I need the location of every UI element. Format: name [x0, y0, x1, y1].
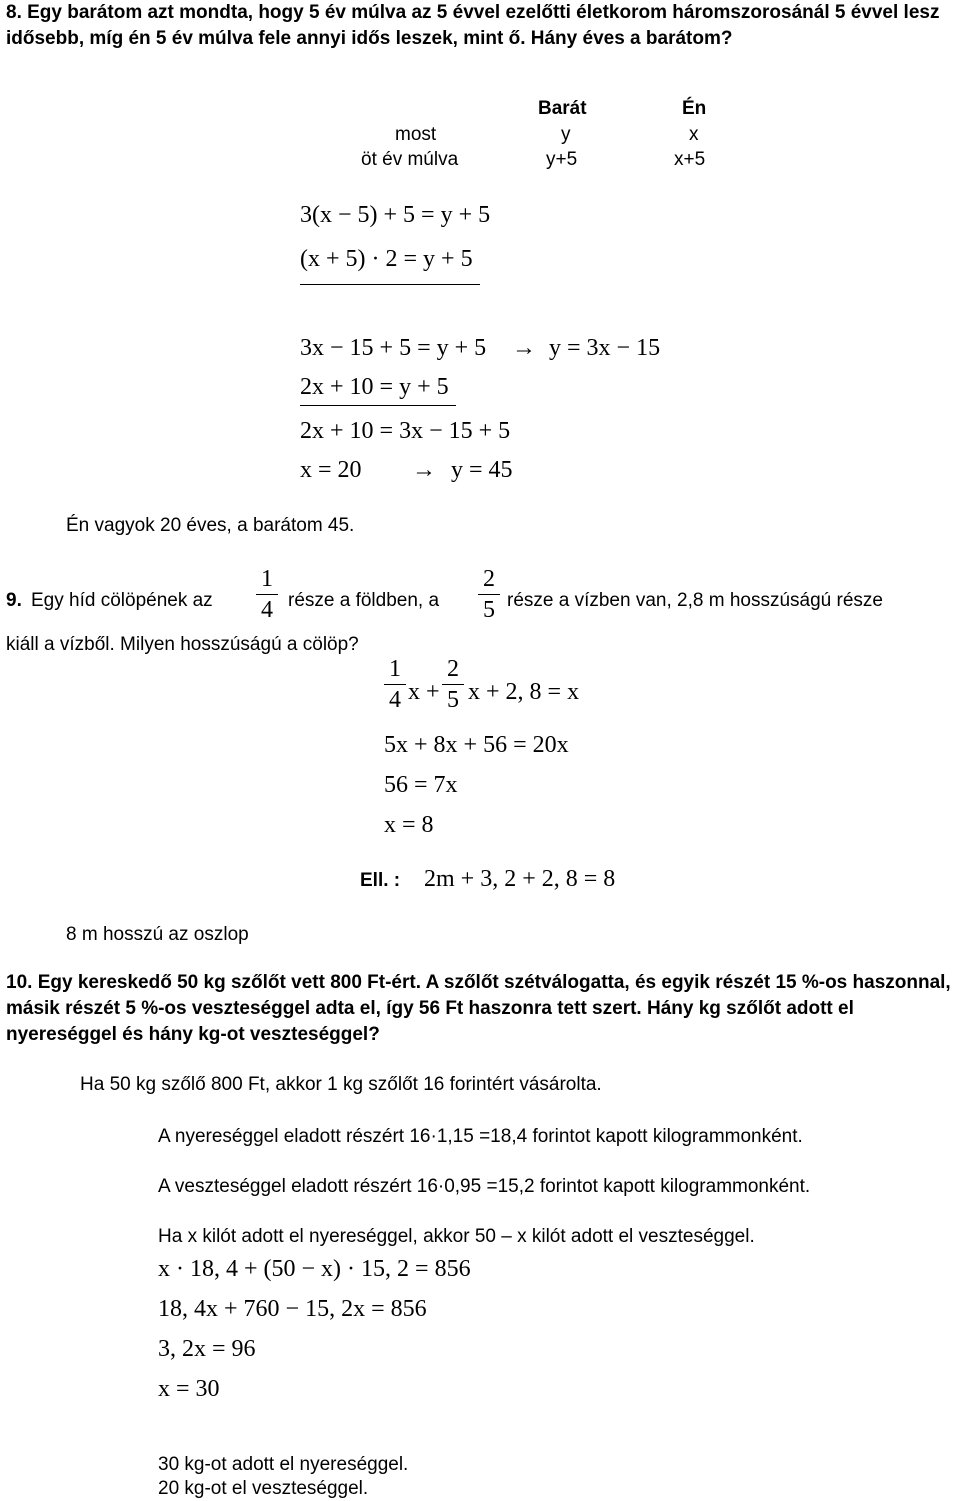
p10-step-4: Ha x kilót adott el nyereséggel, akkor 50 – x kilót adott el veszteséggel. — [158, 1226, 755, 1247]
p9-text-2: része a földben, a — [288, 590, 440, 611]
p8-answer: Én vagyok 20 éves, a barátom 45. — [66, 515, 355, 536]
p10-equation-3: 3, 2x = 96 — [158, 1336, 256, 1362]
p10-step-3: A veszteséggel eladott részért 16·0,95 =15,2 forintot kapott kilogrammonként. — [158, 1176, 811, 1197]
table-row-most: most — [395, 124, 437, 145]
p9-check-equation: 2m + 3, 2 + 2, 8 = 8 — [424, 866, 616, 892]
p9-eq1-fraction-1: 1 4 — [384, 656, 406, 713]
p8-equation-2: (x + 5) · 2 = y + 5 — [300, 246, 473, 272]
table-cell-5ev-barat: y+5 — [546, 149, 578, 170]
p9-text-line-2: kiáll a vízből. Milyen hosszúságú a cölöp? — [6, 634, 359, 655]
p8-equation-3b: y = 3x − 15 — [549, 335, 661, 361]
p9-text-1: Egy híd cölöpének az — [31, 590, 213, 611]
p8-divider-2 — [300, 405, 456, 406]
p9-fraction-2-5: 2 5 — [478, 566, 500, 623]
problem-8-text: 8. Egy barátom azt mondta, hogy 5 év múlva az 5 évvel ezelőtti életkorom háromszorosánál 5 évvel lesz idősebb, míg én 5 év múlva fele annyi idős leszek, mint ő. Hány éves a barátom? — [6, 2, 940, 49]
table-cell-most-en: x — [689, 124, 699, 145]
p9-answer: 8 m hosszú az oszlop — [66, 924, 249, 945]
p8-equation-4: 2x + 10 = y + 5 — [300, 374, 449, 400]
problem-10-text: 10. Egy kereskedő 50 kg szőlőt vett 800 Ft-ért. A szőlőt szétválogatta, és egyik részét 15 %-os haszonnal, másik részét 5 %-os veszteséggel adta el, így 56 Ft haszonra tett szert. Hány kg szőlőt adott el nyereséggel és hány kg-ot veszteséggel? — [6, 972, 951, 1045]
table-header-barat: Barát — [538, 98, 587, 119]
table-cell-most-barat: y — [561, 124, 571, 145]
p10-equation-1: x · 18, 4 + (50 − x) · 15, 2 = 856 — [158, 1256, 471, 1282]
p9-eq1-fraction-2: 2 5 — [442, 656, 464, 713]
p8-equation-6: x = 20 — [300, 457, 362, 483]
p8-equation-1: 3(x − 5) + 5 = y + 5 — [300, 202, 491, 228]
table-row-5ev: öt év múlva — [361, 149, 459, 170]
p9-text-3: része a vízben van, 2,8 m hosszúságú része — [507, 590, 883, 611]
p10-equation-4: x = 30 — [158, 1376, 220, 1402]
table-cell-5ev-en: x+5 — [674, 149, 706, 170]
p9-equation-3: 56 = 7x — [384, 772, 458, 798]
p10-step-2: A nyereséggel eladott részért 16·1,15 =18,4 forintot kapott kilogrammonként. — [158, 1126, 803, 1147]
p8-equation-6b: y = 45 — [451, 457, 513, 483]
p9-equation-4: x = 8 — [384, 812, 434, 838]
p9-eq1-part-2: x + 2, 8 = x — [468, 679, 580, 705]
arrow-icon: → — [412, 457, 436, 483]
p9-equation-2: 5x + 8x + 56 = 20x — [384, 732, 569, 758]
p10-answer-2: 20 kg-ot el veszteséggel. — [158, 1478, 369, 1499]
p9-fraction-1-4: 1 4 — [256, 566, 278, 623]
p9-eq1-part-1: x + — [408, 679, 440, 705]
p9-check-label: Ell. : — [360, 870, 401, 891]
arrow-icon: → — [512, 335, 536, 361]
p8-equation-3: 3x − 15 + 5 = y + 5 — [300, 335, 487, 361]
table-header-en: Én — [682, 98, 707, 119]
p8-divider-1 — [300, 284, 480, 285]
p8-equation-5: 2x + 10 = 3x − 15 + 5 — [300, 418, 511, 444]
p10-answer-1: 30 kg-ot adott el nyereséggel. — [158, 1454, 409, 1475]
p9-number: 9. — [6, 590, 22, 611]
p10-equation-2: 18, 4x + 760 − 15, 2x = 856 — [158, 1296, 427, 1322]
p10-step-1: Ha 50 kg szőlő 800 Ft, akkor 1 kg szőlőt 16 forintért vásárolta. — [80, 1074, 602, 1095]
